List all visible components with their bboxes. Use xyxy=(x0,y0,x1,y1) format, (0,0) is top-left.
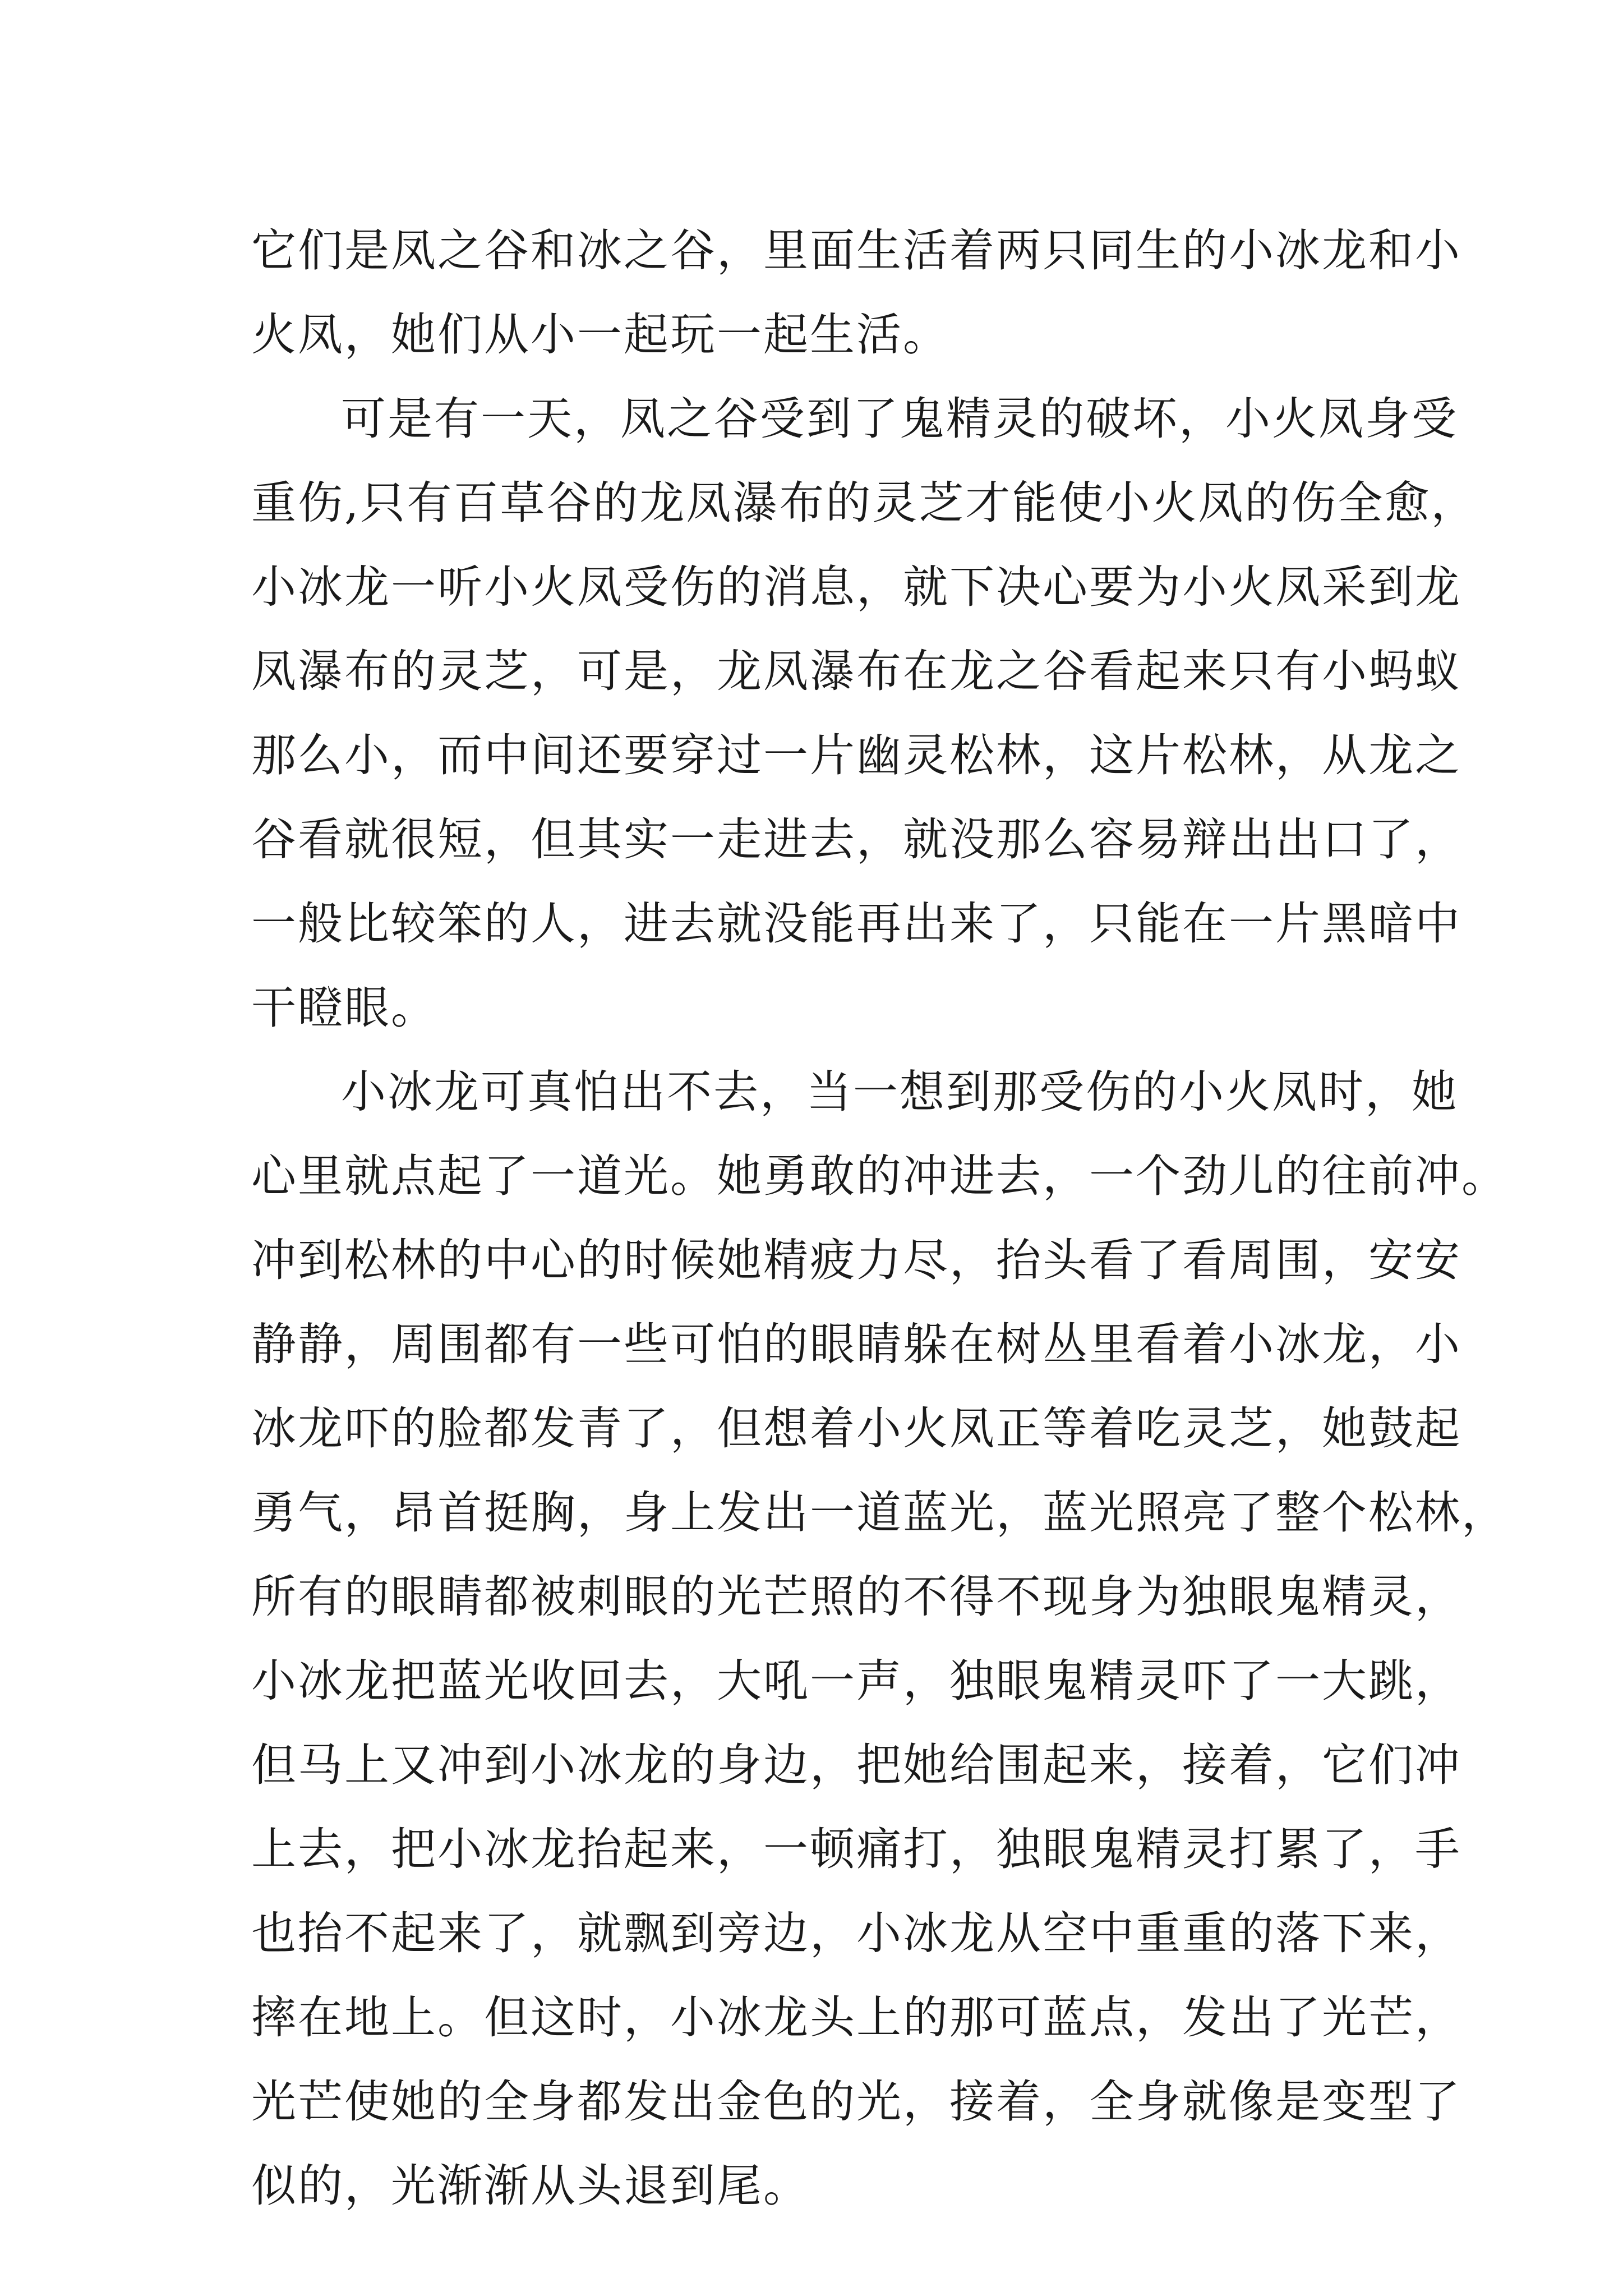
text-line: 一般比较笨的人，进去就没能再出来了，只能在一片黑暗中 xyxy=(251,898,1461,950)
text-line: 小冰龙可真怕出不去，当一想到那受伤的小火凤时，她 xyxy=(341,1066,1458,1118)
text-line: 谷看就很短，但其实一走进去，就没那么容易辩出出口了， xyxy=(251,813,1461,866)
text-line: 可是有一天，凤之谷受到了鬼精灵的破坏，小火凤身受 xyxy=(341,393,1458,445)
text-line: 冲到松林的中心的时候她精疲力尽，抬头看了看周围，安安 xyxy=(251,1234,1461,1286)
text-line: 干瞪眼。 xyxy=(251,982,437,1034)
text-line: 所有的眼睛都被刺眼的光芒照的不得不现身为独眼鬼精灵， xyxy=(251,1571,1461,1623)
text-line: 静静，周围都有一些可怕的眼睛躲在树丛里看着小冰龙，小 xyxy=(251,1318,1461,1370)
text-line: 上去，把小冰龙抬起来，一顿痛打，独眼鬼精灵打累了，手 xyxy=(251,1823,1461,1875)
text-line: 它们是凤之谷和冰之谷，里面生活着两只同生的小冰龙和小 xyxy=(251,224,1461,277)
text-line: 小冰龙把蓝光收回去，大吼一声，独眼鬼精灵吓了一大跳， xyxy=(251,1655,1461,1707)
text-line: 摔在地上。但这时，小冰龙头上的那可蓝点，发出了光芒， xyxy=(251,1991,1461,2044)
text-line: 但马上又冲到小冰龙的身边，把她给围起来，接着，它们冲 xyxy=(251,1739,1461,1791)
text-line: 那么小，而中间还要穿过一片幽灵松林，这片松林，从龙之 xyxy=(251,729,1461,781)
text-line: 也抬不起来了，就飘到旁边，小冰龙从空中重重的落下来， xyxy=(251,1907,1461,1959)
text-line: 冰龙吓的脸都发青了，但想着小火凤正等着吃灵芝，她鼓起 xyxy=(251,1402,1461,1455)
text-line: 小冰龙一听小火凤受伤的消息，就下决心要为小火凤采到龙 xyxy=(251,561,1461,613)
text-line: 凤瀑布的灵芝，可是，龙凤瀑布在龙之谷看起来只有小蚂蚁 xyxy=(251,645,1461,697)
story-text xyxy=(251,209,1508,2228)
text-line: 心里就点起了一道光。她勇敢的冲进去，一个劲儿的往前冲。 xyxy=(251,1150,1508,1202)
text-line: 光芒使她的全身都发出金色的光，接着，全身就像是变型了 xyxy=(251,2076,1461,2128)
text-line: 重伤,只有百草谷的龙凤瀑布的灵芝才能使小火凤的伤全愈， xyxy=(251,477,1478,529)
text-line: 勇气，昂首挺胸，身上发出一道蓝光，蓝光照亮了整个松林， xyxy=(251,1487,1508,1539)
text-line: 似的，光渐渐从头退到尾。 xyxy=(251,2160,810,2212)
text-line: 火凤，她们从小一起玩一起生活。 xyxy=(251,309,949,361)
